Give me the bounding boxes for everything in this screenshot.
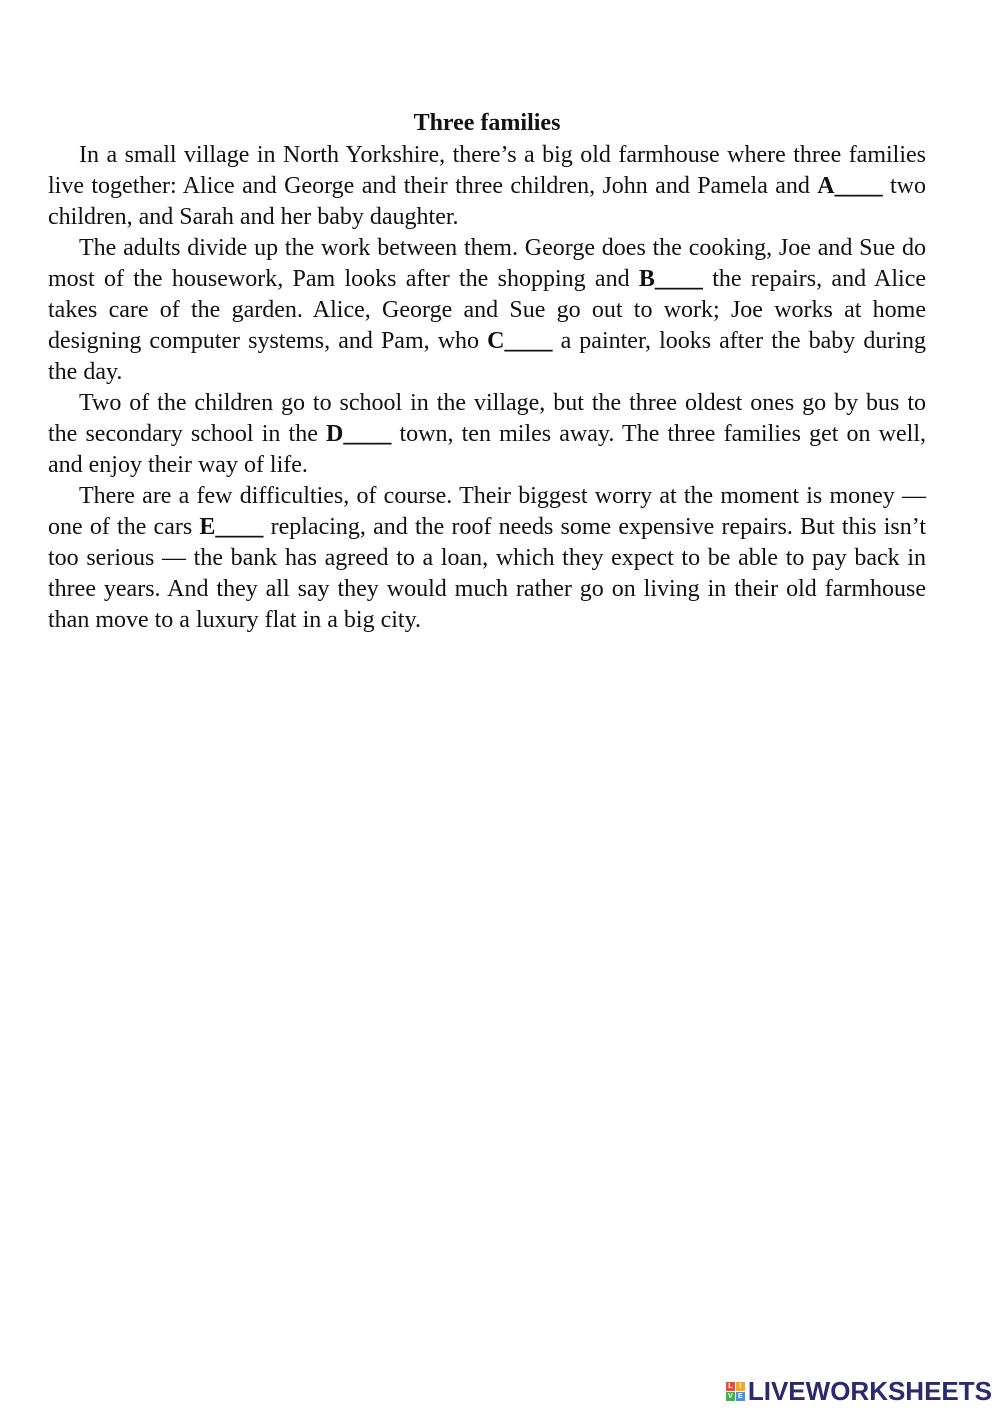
- gap-c-blank[interactable]: [487, 328, 552, 354]
- text-run: town, ten miles away. The three families get on well, and enjoy their way of life.: [48, 421, 927, 478]
- text-run: There are a few difficulties, of course. Their biggest worry at the moment is money — one of the cars: [48, 483, 926, 540]
- worksheet-page: [48, 106, 926, 636]
- gap-e-blank[interactable]: [199, 514, 263, 540]
- logo-tile: V: [726, 1392, 735, 1401]
- gap-a-blank[interactable]: [817, 173, 882, 199]
- paragraph: [48, 233, 926, 388]
- text-run: the repairs, and Alice takes care of the garden. Alice, George and Sue go out to work; Joe works at home designing computer systems, and Pam, who: [48, 266, 927, 354]
- liveworksheets-branding: [726, 1376, 992, 1407]
- text-run: In a small village in North Yorkshire, there’s a big old farmhouse where three families live together: Alice and George and their three children, John and Pamela and: [48, 142, 926, 199]
- gap-d-blank[interactable]: [326, 421, 391, 447]
- paragraph: [48, 140, 926, 233]
- logo-tile: E: [736, 1392, 745, 1401]
- gap-underline: ____: [834, 173, 883, 199]
- text-run: The adults divide up the work between them. George does the cooking, Joe and Sue do most of the housework, Pam looks after the shopping and: [48, 235, 926, 292]
- text-run: a painter, looks after the baby during the day.: [48, 328, 927, 385]
- gap-letter: D: [326, 421, 344, 447]
- paragraph: [48, 481, 926, 636]
- logo-tile: I: [736, 1382, 745, 1391]
- text-run: replacing, and the roof needs some expensive repairs. But this isn’t too serious — the bank has agreed to a loan, which they expect to be able to pay back in three years. And they all say they would much rather go on living in their old farmhouse than move to a luxury flat in a big city.: [48, 514, 926, 633]
- logo-tile: L: [726, 1382, 735, 1391]
- liveworksheets-logo-icon: [726, 1382, 745, 1401]
- reading-text: [48, 140, 926, 636]
- gap-letter: A: [817, 173, 835, 199]
- gap-letter: E: [199, 514, 216, 540]
- paragraph: [48, 388, 926, 481]
- text-run: two children, and Sarah and her baby daughter.: [48, 173, 926, 230]
- text-run: Two of the children go to school in the village, but the three oldest ones go by bus to the secondary school in the: [48, 390, 926, 447]
- gap-underline: ____: [215, 514, 264, 540]
- gap-underline: ____: [504, 328, 553, 354]
- gap-b-blank[interactable]: [639, 266, 703, 292]
- brand-wordmark: LIVEWORKSHEETS: [747, 1376, 992, 1406]
- gap-underline: ____: [343, 421, 392, 447]
- gap-letter: B: [638, 266, 655, 292]
- page-title: Three families: [413, 110, 561, 136]
- gap-letter: C: [487, 328, 505, 354]
- gap-underline: ____: [654, 266, 703, 292]
